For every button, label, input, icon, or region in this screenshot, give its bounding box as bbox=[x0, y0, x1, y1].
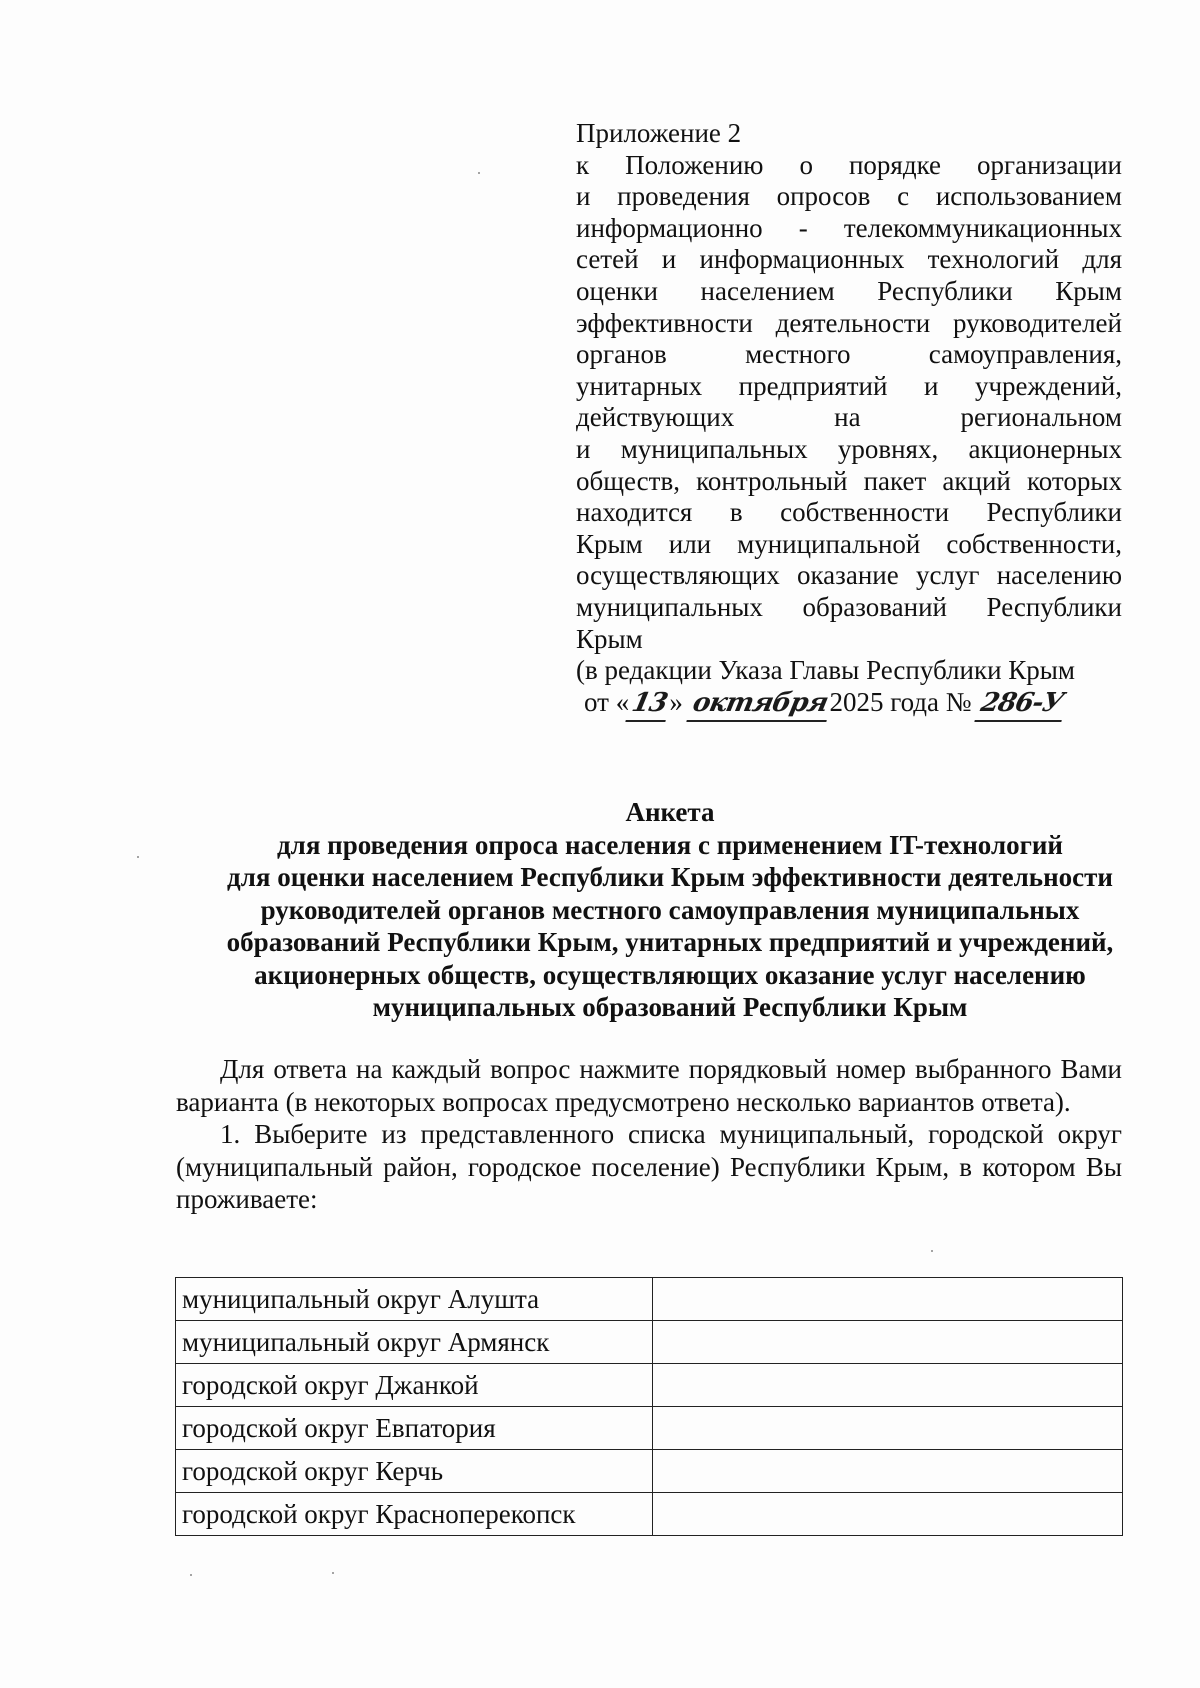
table-row[interactable] bbox=[176, 1278, 1123, 1321]
title-line: муниципальных образований Республики Крым bbox=[372, 992, 968, 1022]
appendix-line: органов местного самоуправления, bbox=[576, 339, 1122, 370]
appendix-line: унитарных предприятий и учреждений, bbox=[576, 370, 1122, 401]
date-prefix: от « bbox=[584, 686, 630, 717]
questionnaire-title bbox=[150, 796, 1190, 1024]
edition-note: (в редакции Указа Главы Республики Крым bbox=[576, 655, 1075, 686]
appendix-line: и муниципальных уровнях, акционерных bbox=[576, 433, 1122, 464]
district-name: городской округ Красноперекопск bbox=[176, 1493, 653, 1536]
scan-speck bbox=[478, 172, 480, 174]
appendix-line-last: Крым bbox=[576, 623, 643, 654]
scan-speck bbox=[190, 1574, 192, 1576]
appendix-line: эффективности деятельности руководителей bbox=[576, 307, 1122, 338]
district-name: городской округ Керчь bbox=[176, 1450, 653, 1493]
table-row[interactable] bbox=[176, 1321, 1123, 1364]
title-line: образований Республики Крым, унитарных предприятий и учреждений, bbox=[226, 927, 1114, 957]
answer-cell[interactable] bbox=[653, 1321, 1123, 1364]
handwritten-month: октября bbox=[686, 688, 833, 722]
appendix-line: информационно - телекоммуникационных bbox=[576, 212, 1122, 243]
title-heading: Анкета bbox=[625, 797, 715, 827]
appendix-line: и проведения опросов с использованием bbox=[576, 181, 1122, 212]
appendix-line: сетей и информационных технологий для bbox=[576, 244, 1122, 275]
appendix-line: оценки населением Республики Крым bbox=[576, 275, 1122, 306]
table-row[interactable] bbox=[176, 1493, 1123, 1536]
answer-cell[interactable] bbox=[653, 1364, 1123, 1407]
answer-cell[interactable] bbox=[653, 1407, 1123, 1450]
title-line: для оценки населением Республики Крым эффективности деятельности bbox=[227, 862, 1113, 892]
title-line: для проведения опроса населения с применением IT-технологий bbox=[277, 829, 1063, 860]
instruction-paragraph: Для ответа на каждый вопрос нажмите порядковый номер выбранного Вами варианта (в некоторых вопросах предусмотрено несколько вариантов ответа). bbox=[176, 1054, 1122, 1117]
appendix-line: к Положению о порядке организации bbox=[576, 149, 1122, 180]
appendix-line: находится в собственности Республики bbox=[576, 497, 1122, 528]
table-row[interactable] bbox=[176, 1450, 1123, 1493]
appendix-line: Крым или муниципальной собственности, bbox=[576, 528, 1122, 559]
scan-speck bbox=[332, 1572, 334, 1574]
appendix-header bbox=[576, 118, 1122, 721]
handwritten-number: 286-У bbox=[975, 688, 1069, 722]
district-name: муниципальный округ Армянск bbox=[176, 1321, 653, 1364]
question-1: 1. Выберите из представленного списка муниципальный, городской округ (муниципальный район, городское поселение) Республики Крым, в котором Вы проживаете: bbox=[176, 1119, 1122, 1214]
decree-date-line bbox=[576, 687, 1122, 721]
districts-table bbox=[175, 1277, 1123, 1536]
appendix-title: Приложение 2 bbox=[576, 118, 742, 148]
answer-cell[interactable] bbox=[653, 1493, 1123, 1536]
date-year: 2025 года № bbox=[829, 686, 972, 717]
body-text bbox=[176, 1053, 1122, 1216]
table-row[interactable] bbox=[176, 1407, 1123, 1450]
table-row[interactable] bbox=[176, 1364, 1123, 1407]
answer-cell[interactable] bbox=[653, 1278, 1123, 1321]
answer-cell[interactable] bbox=[653, 1450, 1123, 1493]
title-line: акционерных обществ, осуществляющих оказание услуг населению bbox=[254, 959, 1086, 990]
scan-speck bbox=[137, 856, 139, 858]
date-mid: » bbox=[669, 686, 683, 717]
appendix-line: муниципальных образований Республики bbox=[576, 591, 1122, 622]
scan-speck bbox=[931, 1250, 933, 1252]
appendix-line: обществ, контрольный пакет акций которых bbox=[576, 465, 1122, 496]
appendix-line: действующих на региональном bbox=[576, 402, 1122, 433]
handwritten-day: 13 bbox=[626, 688, 673, 722]
appendix-line: осуществляющих оказание услуг населению bbox=[576, 560, 1122, 591]
district-name: городской округ Евпатория bbox=[176, 1407, 653, 1450]
title-line: руководителей органов местного самоуправления муниципальных bbox=[260, 894, 1080, 925]
district-name: муниципальный округ Алушта bbox=[176, 1278, 653, 1321]
district-name: городской округ Джанкой bbox=[176, 1364, 653, 1407]
